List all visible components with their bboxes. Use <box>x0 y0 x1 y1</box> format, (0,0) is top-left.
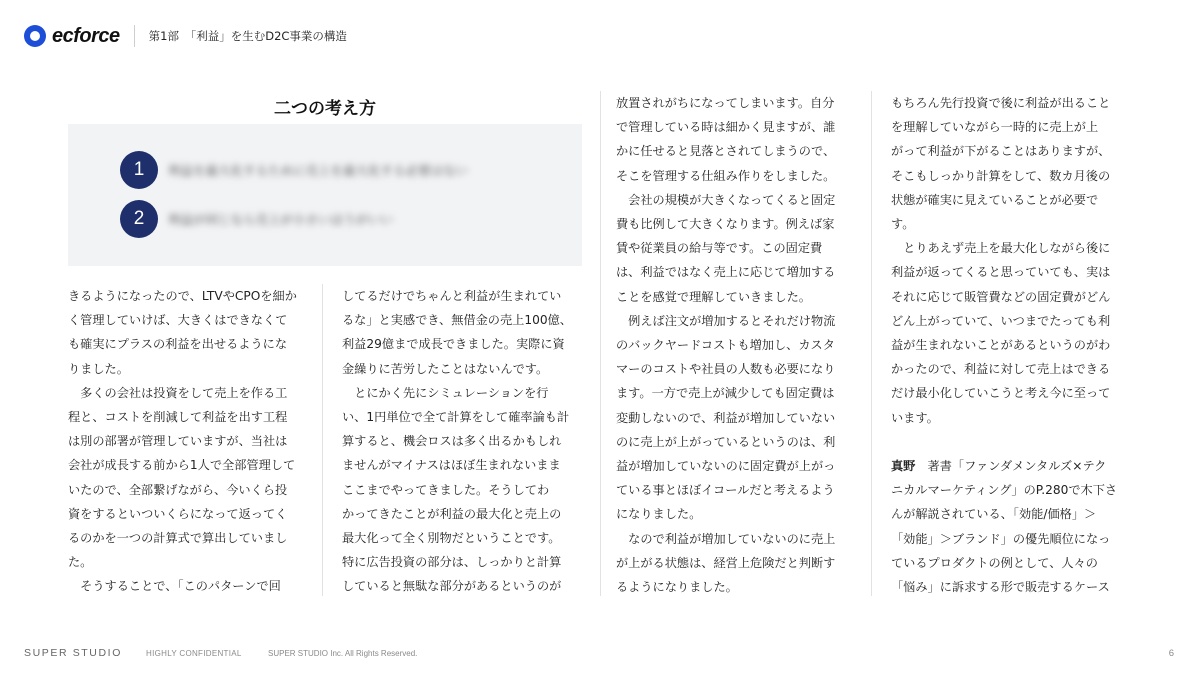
text-line: ませんがマイナスはほぼ生まれないまま <box>342 458 561 473</box>
footer <box>0 645 1200 663</box>
text-line: りました。 <box>68 361 129 376</box>
blank-line <box>891 430 1137 454</box>
text-line: で管理している時は細かく見ますが、誰 <box>616 120 836 135</box>
text-line: マーのコストや社員の人数も必要になり <box>616 362 836 377</box>
text-line: 算すると、機会ロスは多く出るかもしれ <box>342 434 562 449</box>
text-line: 変動しないので、利益が増加していない <box>616 410 836 425</box>
text-column-1 <box>68 284 316 594</box>
text-line: た。 <box>68 555 93 570</box>
text-line: 特に広告投資の部分は、しっかりと計算 <box>342 555 562 570</box>
text-line: 会社が成長する前から1人で全部管理して <box>68 458 296 473</box>
point-number-badge: 2 <box>120 200 158 238</box>
text-line: 益が生まれないことがあるというのがわ <box>891 338 1111 353</box>
key-point-1 <box>120 151 468 189</box>
copyright-text: SUPER STUDIO Inc. All Rights Reserved. <box>268 649 418 658</box>
speaker-name: 真野 <box>891 459 916 474</box>
text-line: 「効能」＞ブランド」の優先順位になっ <box>891 531 1111 546</box>
speaker-line <box>891 454 1137 478</box>
text-line: んが解説されている、「効能/価格」＞ <box>891 507 1097 522</box>
text-column-2 <box>342 284 590 594</box>
text-line: 利益29億まで成長できました。実際に資 <box>342 337 565 352</box>
text-line: す。 <box>891 217 915 232</box>
column-divider <box>322 284 323 596</box>
text-line: ます。一方で売上が減少しても固定費は <box>616 386 835 401</box>
text-line: になりました。 <box>616 507 702 522</box>
text-line: 例えば注文が増加するとそれだけ物流 <box>616 313 836 328</box>
text-line: ているプロダクトの例として、人々の <box>891 555 1098 570</box>
text-line: 程と、コストを削減して利益を出す工程 <box>68 410 288 425</box>
text-line: く管理していけば、大きくはできなくて <box>68 313 288 328</box>
text-line: かってきたことが利益の最大化と売上の <box>342 506 562 521</box>
ecforce-logo-icon <box>24 25 46 47</box>
point-text-blurred: 利益が同じなら売上が小さいほうがいい <box>168 212 394 227</box>
text-line: もちろん先行投資で後に利益が出ること <box>891 96 1111 110</box>
text-line: 資をするといついくらになって返ってく <box>68 506 288 521</box>
confidential-label: HIGHLY CONFIDENTIAL <box>146 649 242 658</box>
point-number-badge: 1 <box>120 151 158 189</box>
text-line: とりあえず売上を最大化しながら後に <box>891 241 1111 256</box>
text-line: を理解していながら一時的に売上が上 <box>891 120 1099 135</box>
text-line: は別の部署が管理していますが、当社は <box>68 434 288 449</box>
text-line: 多くの会社は投資をして売上を作る工 <box>68 385 288 400</box>
text-line: のバックヤードコストも増加し、カスタ <box>616 338 835 353</box>
speaker-text: 著書「ファンダメンタルズ×テク <box>915 459 1107 474</box>
column-divider <box>600 91 601 596</box>
section-title: 二つの考え方 <box>274 99 376 119</box>
text-line: 最大化って全く別物だということです。 <box>342 531 561 546</box>
text-line: 利益が返ってくると思っていても、実は <box>891 265 1111 280</box>
text-line: してるだけでちゃんと利益が生まれてい <box>342 289 562 303</box>
text-line: ている事とほぼイコールだと考えるよう <box>616 483 835 498</box>
text-line: 「悩み」に訴求する形で販売するケース <box>891 580 1110 595</box>
text-line: とにかく先にシミュレーションを行 <box>342 385 549 400</box>
point-text-blurred: 利益を最大化するために売上を最大化する必要はない <box>168 163 469 178</box>
text-column-3 <box>616 91 862 595</box>
text-line: 状態が確実に見えていることが必要で <box>891 192 1099 207</box>
header-divider <box>134 25 135 47</box>
text-line: が上がる状態は、経営上危険だと判断す <box>616 555 836 570</box>
chapter-breadcrumb: 第1部 「利益」を生むD2C事業の構造 <box>148 29 347 43</box>
text-line: も確実にプラスの利益を出せるようにな <box>68 337 288 352</box>
text-line: 賃や従業員の給与等です。この固定費 <box>616 241 823 256</box>
text-line: だけ最小化していこうと考え今に至って <box>891 386 1111 401</box>
text-line: なので利益が増加していないのに売上 <box>616 531 836 546</box>
footer-brand: SUPER STUDIO <box>24 647 122 659</box>
text-line: は、利益ではなく売上に応じて増加する <box>616 265 836 280</box>
text-line: どん上がっていて、いつまでたっても利 <box>891 313 1111 328</box>
text-line: そうすることで、「このパターンで回 <box>68 579 281 594</box>
text-line: います。 <box>891 410 939 425</box>
text-line: るようになりました。 <box>616 580 738 595</box>
header <box>24 20 347 52</box>
text-line: ここまでやってきました。そうしてわ <box>342 482 550 497</box>
text-line: 費も比例して大きくなります。例えば家 <box>616 217 835 232</box>
text-column-4 <box>891 91 1137 595</box>
text-line: それに応じて販管費などの固定費がどん <box>891 289 1111 304</box>
text-line: るな」と実感でき、無借金の売上100億、 <box>342 313 572 328</box>
text-line: ことを感覚で理解していきました。 <box>616 289 811 304</box>
text-line: そこを管理する仕組み作りをしました。 <box>616 168 836 183</box>
text-line: 放置されがちになってしまいます。自分 <box>616 96 835 110</box>
text-line: ニカルマーケティング」のP.280で木下さ <box>891 483 1118 498</box>
text-line: そこもしっかり計算をして、数カ月後の <box>891 168 1111 183</box>
text-line: がって利益が下がることはありますが、 <box>891 144 1111 159</box>
page-number: 6 <box>1168 648 1174 659</box>
column-divider <box>871 91 872 596</box>
text-line: 会社の規模が大きくなってくると固定 <box>616 192 836 207</box>
ecforce-logo <box>24 25 120 48</box>
text-line: いたので、全部繋げながら、今いくら投 <box>68 482 288 497</box>
text-line: かったので、利益に対して売上はできる <box>891 362 1111 377</box>
text-line: 益が増加していないのに固定費が上がっ <box>616 459 836 474</box>
text-line: きるようになったので、LTVやCPOを細か <box>68 289 297 303</box>
text-line: 金繰りに苦労したことはないんです。 <box>342 361 549 376</box>
key-point-2 <box>120 200 393 238</box>
text-line: のに売上が上がっているというのは、利 <box>616 434 836 449</box>
text-line: い、1円単位で全て計算をして確率論も計 <box>342 410 570 425</box>
logo-text: ecforce <box>52 24 120 47</box>
text-line: していると無駄な部分があるというのが <box>342 579 562 594</box>
key-points-box <box>68 124 582 266</box>
text-line: かに任せると見落とされてしまうので、 <box>616 144 836 159</box>
text-line: るのかを一つの計算式で算出していまし <box>68 531 288 546</box>
